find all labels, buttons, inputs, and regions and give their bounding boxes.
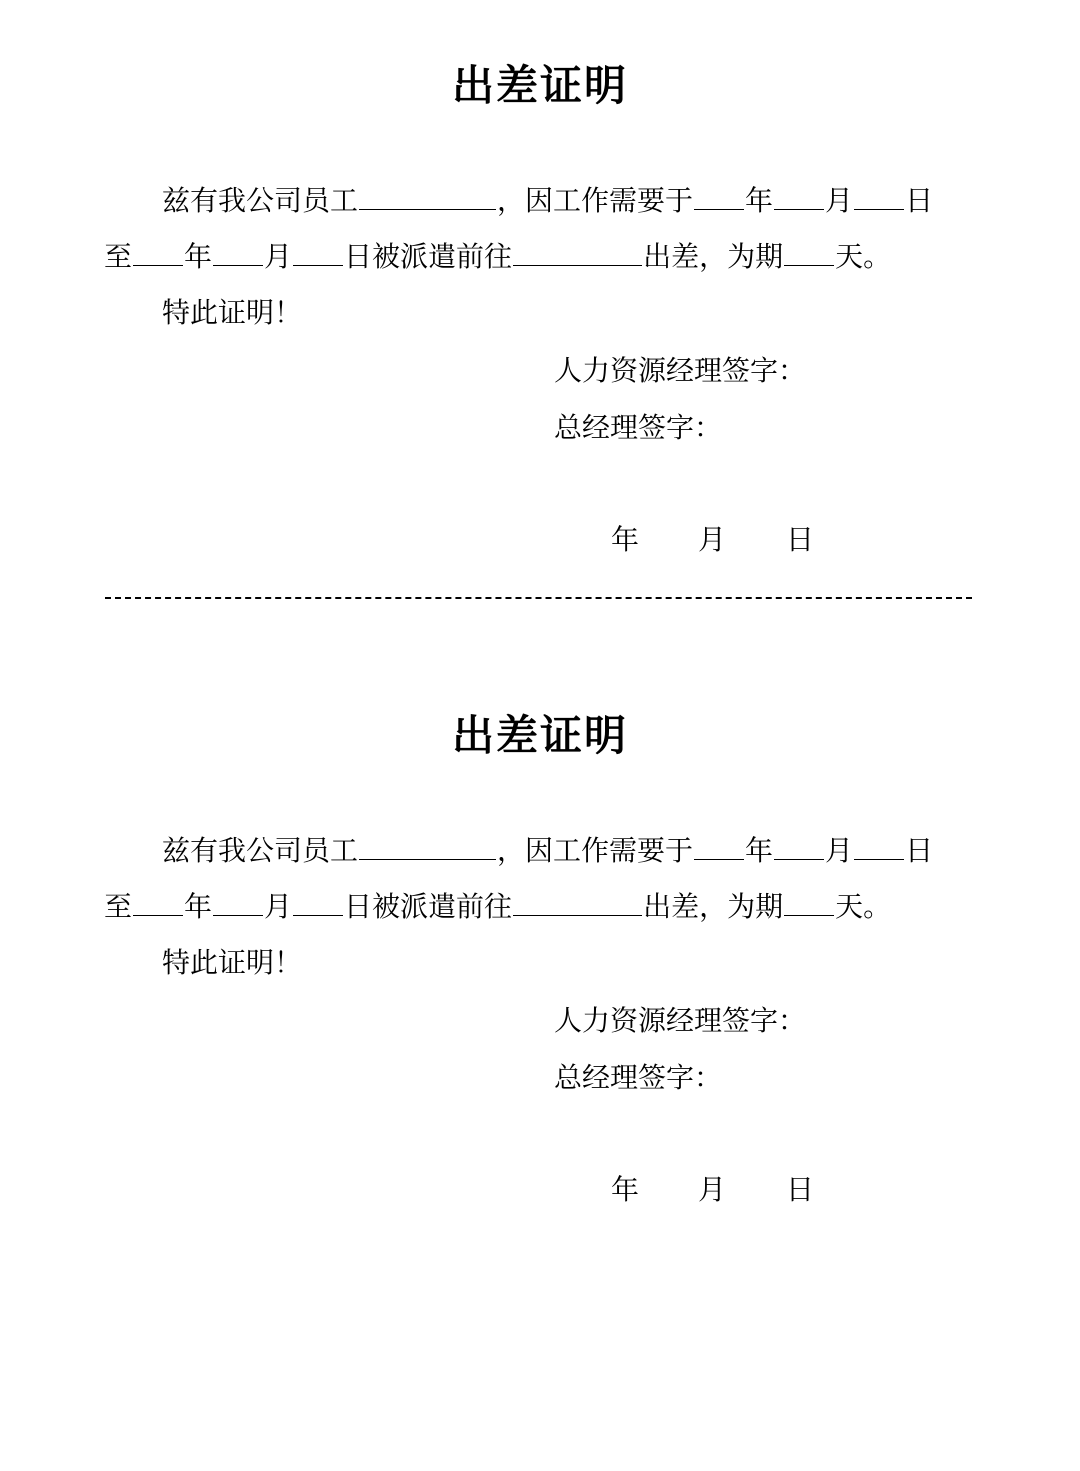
start-year-blank[interactable]	[694, 833, 744, 860]
text-dispatched-to: 日被派遣前往	[344, 240, 513, 273]
text-year: 年	[184, 240, 213, 273]
start-day-blank[interactable]	[854, 183, 904, 210]
date-month-label: 月	[698, 1173, 727, 1206]
destination-blank[interactable]	[513, 889, 642, 916]
text-month: 月	[825, 834, 854, 867]
text-month: 月	[825, 184, 854, 217]
text-to: 至	[104, 890, 133, 923]
text-to: 至	[104, 240, 133, 273]
certify-statement: 特此证明！	[162, 296, 303, 329]
text-employee-prefix: 兹有我公司员工	[162, 184, 359, 217]
date-month-label: 月	[698, 523, 727, 556]
end-day-blank[interactable]	[293, 239, 343, 266]
body-line-1	[162, 181, 933, 221]
body-line-2	[104, 237, 891, 277]
date-day-label: 日	[786, 1173, 815, 1206]
text-employee-prefix: 兹有我公司员工	[162, 834, 359, 867]
date-year-label: 年	[611, 1173, 640, 1206]
text-day: 日	[905, 184, 934, 217]
end-month-blank[interactable]	[213, 239, 263, 266]
text-month: 月	[264, 890, 293, 923]
body-line-2	[104, 887, 891, 927]
hr-manager-signature-label: 人力资源经理签字：	[554, 1004, 807, 1037]
general-manager-signature-label: 总经理签字：	[554, 411, 723, 444]
end-year-blank[interactable]	[133, 239, 183, 266]
start-day-blank[interactable]	[854, 833, 904, 860]
certify-statement: 特此证明！	[162, 946, 303, 979]
text-days: 天。	[835, 240, 892, 273]
start-year-blank[interactable]	[694, 183, 744, 210]
text-work-need: ，因工作需要于	[497, 184, 694, 217]
certificate-form-2	[0, 650, 1080, 1210]
general-manager-signature-label: 总经理签字：	[554, 1061, 723, 1094]
employee-name-blank[interactable]	[359, 183, 496, 210]
document-title: 出差证明	[451, 711, 628, 760]
hr-manager-signature-label: 人力资源经理签字：	[554, 354, 807, 387]
text-year: 年	[745, 834, 774, 867]
text-day: 日	[905, 834, 934, 867]
text-business-trip-duration: 出差，为期	[643, 890, 784, 923]
text-year: 年	[745, 184, 774, 217]
text-business-trip-duration: 出差，为期	[643, 240, 784, 273]
start-month-blank[interactable]	[774, 183, 824, 210]
cut-line-divider	[105, 597, 972, 599]
end-day-blank[interactable]	[293, 889, 343, 916]
duration-days-blank[interactable]	[784, 239, 834, 266]
certificate-form-1	[0, 0, 1080, 560]
text-days: 天。	[835, 890, 892, 923]
start-month-blank[interactable]	[774, 833, 824, 860]
date-year-label: 年	[611, 523, 640, 556]
text-year: 年	[184, 890, 213, 923]
text-work-need: ，因工作需要于	[497, 834, 694, 867]
date-day-label: 日	[786, 523, 815, 556]
employee-name-blank[interactable]	[359, 833, 496, 860]
text-month: 月	[264, 240, 293, 273]
text-dispatched-to: 日被派遣前往	[344, 890, 513, 923]
end-month-blank[interactable]	[213, 889, 263, 916]
document-title: 出差证明	[451, 61, 628, 110]
body-line-1	[162, 831, 933, 871]
destination-blank[interactable]	[513, 239, 642, 266]
duration-days-blank[interactable]	[784, 889, 834, 916]
end-year-blank[interactable]	[133, 889, 183, 916]
